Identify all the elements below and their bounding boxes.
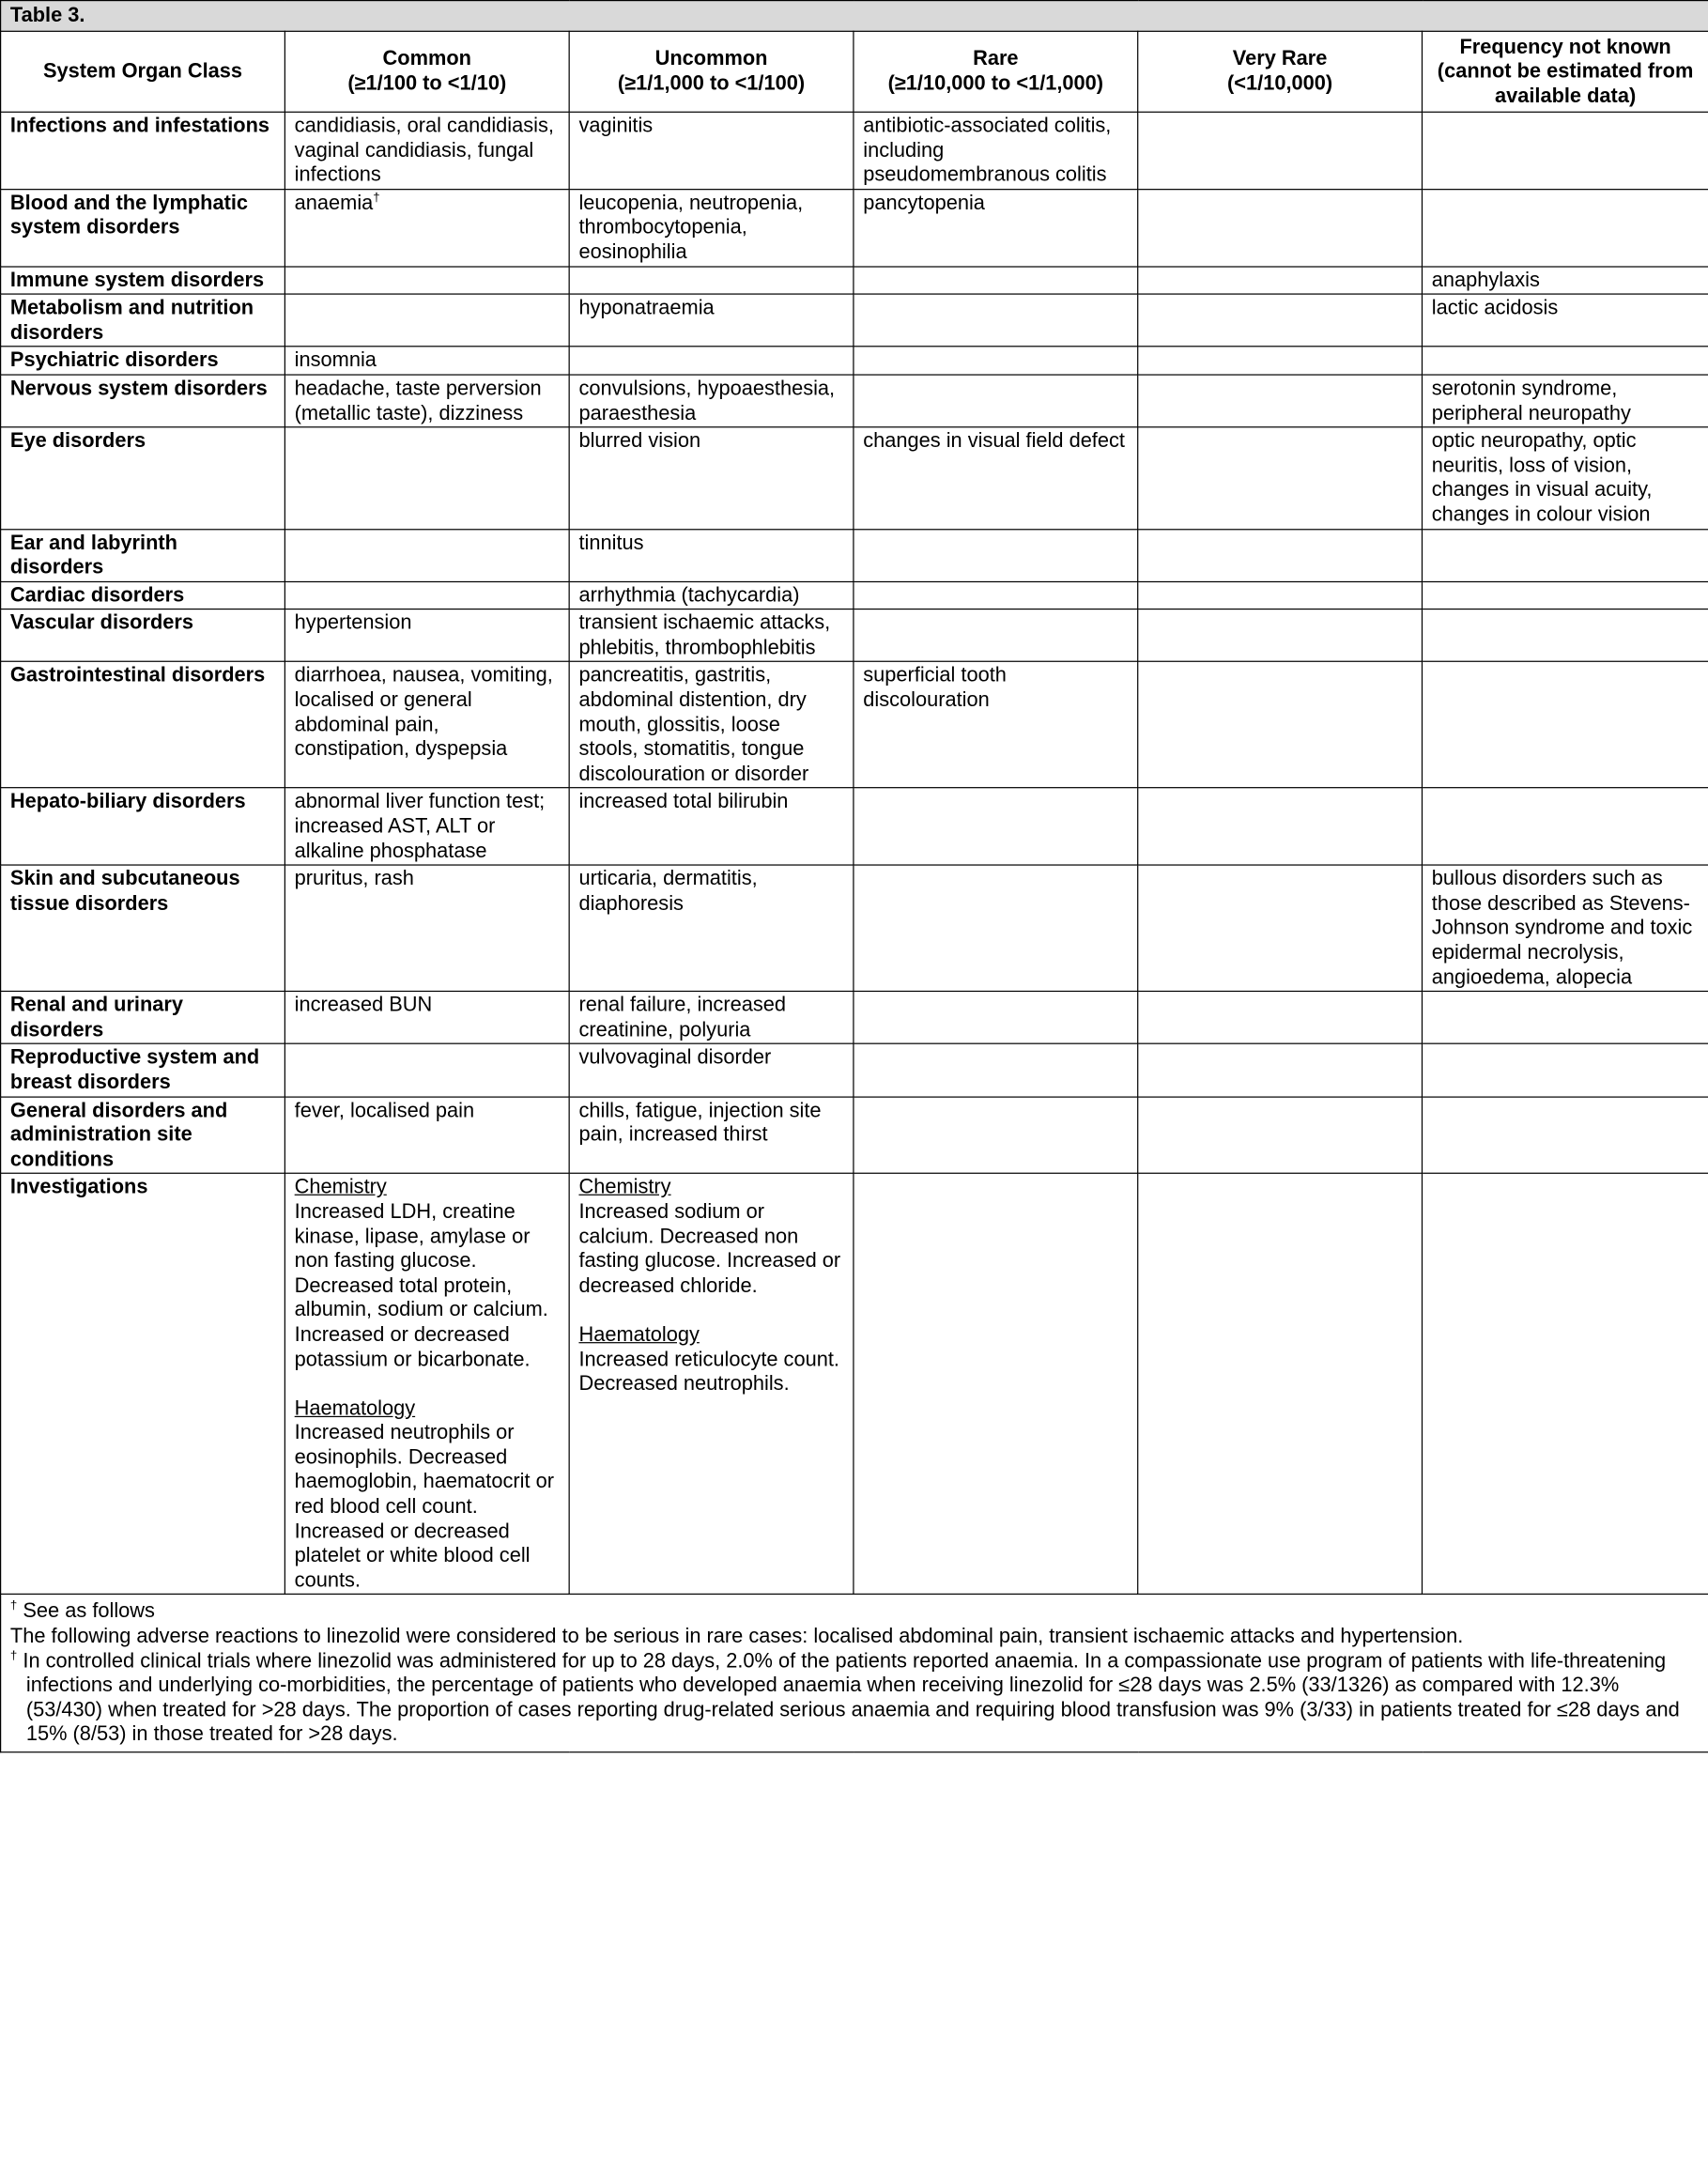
soc-cell bbox=[1, 529, 285, 581]
unknown-cell bbox=[1422, 427, 1708, 529]
investigations-unknown-cell bbox=[1422, 1174, 1708, 1595]
column-header-line: Very Rare bbox=[1232, 47, 1328, 70]
uncommon-cell bbox=[569, 375, 854, 427]
cell-text: Blood and the lymphatic system disorders bbox=[9, 191, 249, 239]
uncommon-cell bbox=[569, 529, 854, 581]
very-rare-cell bbox=[1138, 788, 1423, 865]
footnotes-row bbox=[1, 1595, 1708, 1752]
soc-cell bbox=[1, 992, 285, 1044]
column-header-line: (≥1/100 to <1/10) bbox=[347, 71, 507, 95]
very-rare-cell bbox=[1138, 581, 1423, 609]
very-rare-cell bbox=[1138, 992, 1423, 1044]
cell-text: leucopenia, neutropenia, thrombocytopenia, eosinophilia bbox=[578, 191, 804, 263]
unknown-cell bbox=[1422, 294, 1708, 347]
uncommon-cell bbox=[569, 347, 854, 375]
haematology-heading: Haematology bbox=[578, 1322, 700, 1346]
cell-text: Infections and infestations bbox=[9, 114, 270, 137]
very-rare-cell bbox=[1138, 529, 1423, 581]
soc-cell bbox=[1, 189, 285, 266]
soc-cell bbox=[1, 294, 285, 347]
unknown-cell bbox=[1422, 992, 1708, 1044]
cell-text: candidiasis, oral candidiasis, vaginal candidiasis, fungal infections bbox=[294, 114, 554, 186]
cell-text: hypertension bbox=[294, 610, 412, 634]
rare-cell bbox=[854, 992, 1138, 1044]
common-cell bbox=[285, 347, 569, 375]
table-row bbox=[1, 266, 1708, 294]
rare-cell bbox=[854, 662, 1138, 788]
cell-text: hyponatraemia bbox=[578, 296, 715, 319]
footnote-anaemia bbox=[10, 1649, 1700, 1748]
cell-text: transient ischaemic attacks, phlebitis, thrombophlebitis bbox=[578, 610, 831, 659]
table-row bbox=[1, 1044, 1708, 1097]
unknown-cell bbox=[1422, 112, 1708, 189]
cell-text: changes in visual field defect bbox=[863, 428, 1125, 452]
cell-text: pancytopenia bbox=[863, 191, 985, 214]
uncommon-cell bbox=[569, 294, 854, 347]
dagger-mark: † bbox=[373, 191, 380, 205]
unknown-cell bbox=[1422, 609, 1708, 662]
table-row bbox=[1, 581, 1708, 609]
table-row bbox=[1, 347, 1708, 375]
cell-text: vulvovaginal disorder bbox=[578, 1045, 772, 1069]
cell-text: Immune system disorders bbox=[9, 268, 265, 291]
table-row bbox=[1, 112, 1708, 189]
soc-cell bbox=[1, 347, 285, 375]
cell-text: headache, taste perversion (metallic taste), dizziness bbox=[294, 376, 542, 424]
cell-text: tinnitus bbox=[578, 530, 644, 554]
cell-text: abnormal liver function test; increased AST, ALT or alkaline phosphatase bbox=[294, 790, 546, 862]
common-cell bbox=[285, 609, 569, 662]
soc-cell bbox=[1, 266, 285, 294]
unknown-cell bbox=[1422, 347, 1708, 375]
cell-text: urticaria, dermatitis, diaphoresis bbox=[578, 867, 758, 915]
soc-cell bbox=[1, 1044, 285, 1097]
cell-text: Hepato-biliary disorders bbox=[9, 790, 246, 813]
rare-cell bbox=[854, 347, 1138, 375]
common-cell bbox=[285, 865, 569, 991]
column-header-line: (cannot be estimated from bbox=[1437, 59, 1694, 83]
cell-text: serotonin syndrome, peripheral neuropathy bbox=[1431, 376, 1631, 424]
column-header-line: (≥1/1,000 to <1/100) bbox=[617, 71, 806, 95]
table-row bbox=[1, 375, 1708, 427]
very-rare-cell bbox=[1138, 347, 1423, 375]
unknown-cell bbox=[1422, 1097, 1708, 1174]
cell-text: vaginitis bbox=[578, 114, 654, 137]
table-row bbox=[1, 788, 1708, 865]
column-header-line: Rare bbox=[973, 47, 1019, 70]
common-cell bbox=[285, 266, 569, 294]
cell-text: pruritus, rash bbox=[294, 867, 414, 890]
cell-text: superficial tooth discolouration bbox=[863, 663, 1007, 712]
column-header bbox=[569, 31, 854, 112]
table-row bbox=[1, 1097, 1708, 1174]
cell-text: Vascular disorders bbox=[9, 610, 194, 634]
table-body bbox=[1, 112, 1708, 1173]
column-header-line: Common bbox=[382, 47, 472, 70]
common-cell bbox=[285, 788, 569, 865]
cell-text: Metabolism and nutrition disorders bbox=[9, 296, 254, 344]
haematology-text: Increased neutrophils or eosinophils. Decreased haemoglobin, haematocrit or red blood cell count. Increased or decreased platelet or white blood cell counts. bbox=[294, 1421, 554, 1592]
uncommon-cell bbox=[569, 992, 854, 1044]
table-row bbox=[1, 662, 1708, 788]
common-cell bbox=[285, 581, 569, 609]
very-rare-cell bbox=[1138, 294, 1423, 347]
unknown-cell bbox=[1422, 1044, 1708, 1097]
cell-text: Psychiatric disorders bbox=[9, 348, 219, 372]
cell-text: Gastrointestinal disorders bbox=[9, 663, 266, 687]
rare-cell bbox=[854, 1044, 1138, 1097]
footnote-text: In controlled clinical trials where linezolid was administered for up to 28 days, 2.0% of the patients reported anaemia. In a compassionate use program of patients with life-threatening infections and underlying co-morbidities, the percentage of patients who developed anaemia when receiving linezolid for ≤28 days was 2.5% (33/1326) as compared with 12.3% (53/430) when treated for >28 days. The proportion of cases reporting drug-related serious anaemia and requiring blood transfusion was 9% (3/33) in patients treated for ≤28 days and 15% (8/53) in those treated for >28 days. bbox=[23, 1648, 1680, 1746]
common-cell bbox=[285, 1044, 569, 1097]
uncommon-cell bbox=[569, 1097, 854, 1174]
investigations-rare-cell bbox=[854, 1174, 1138, 1595]
cell-text: pancreatitis, gastritis, abdominal distention, dry mouth, glossitis, loose stools, stomatitis, tongue discolouration or disorder bbox=[578, 663, 809, 785]
common-cell bbox=[285, 375, 569, 427]
cell-text: diarrhoea, nausea, vomiting, localised or general abdominal pain, constipation, dyspepsia bbox=[294, 663, 553, 761]
soc-cell bbox=[1, 581, 285, 609]
chemistry-text: Increased LDH, creatine kinase, lipase, amylase or non fasting glucose. Decreased total protein, albumin, sodium or calcium. Increased or decreased potassium or bicarbonate. bbox=[294, 1199, 548, 1370]
cell-text: General disorders and administration site conditions bbox=[9, 1098, 228, 1170]
column-header-line: Frequency not known bbox=[1459, 35, 1671, 58]
common-cell bbox=[285, 189, 569, 266]
rare-cell bbox=[854, 788, 1138, 865]
soc-cell bbox=[1, 427, 285, 529]
column-header-line: System Organ Class bbox=[42, 59, 243, 83]
rare-cell bbox=[854, 581, 1138, 609]
soc-cell bbox=[1, 865, 285, 991]
unknown-cell bbox=[1422, 375, 1708, 427]
rare-cell bbox=[854, 375, 1138, 427]
cell-text: Eye disorders bbox=[9, 428, 146, 452]
cell-text: Ear and labyrinth disorders bbox=[9, 530, 177, 579]
very-rare-cell bbox=[1138, 266, 1423, 294]
soc-cell bbox=[1, 112, 285, 189]
investigations-uncommon-cell bbox=[569, 1174, 854, 1595]
common-cell bbox=[285, 427, 569, 529]
cell-text: lactic acidosis bbox=[1431, 296, 1559, 319]
cell-text: Cardiac disorders bbox=[9, 582, 185, 607]
unknown-cell bbox=[1422, 189, 1708, 266]
uncommon-cell bbox=[569, 1044, 854, 1097]
very-rare-cell bbox=[1138, 375, 1423, 427]
cell-text: insomnia bbox=[294, 348, 377, 372]
uncommon-cell bbox=[569, 865, 854, 991]
unknown-cell bbox=[1422, 266, 1708, 294]
table-header-row bbox=[1, 31, 1708, 112]
uncommon-cell bbox=[569, 662, 854, 788]
unknown-cell bbox=[1422, 581, 1708, 609]
common-cell bbox=[285, 992, 569, 1044]
very-rare-cell bbox=[1138, 865, 1423, 991]
rare-cell bbox=[854, 865, 1138, 991]
cell-text: anaemia bbox=[294, 191, 374, 214]
footnote-serious: The following adverse reactions to linezolid were considered to be serious in rare cases: localised abdominal pain, transient ischaemic attacks and hypertension. bbox=[9, 1624, 1464, 1647]
table-row bbox=[1, 189, 1708, 266]
column-header bbox=[854, 31, 1138, 112]
rare-cell bbox=[854, 112, 1138, 189]
soc-cell bbox=[1, 662, 285, 788]
common-cell bbox=[285, 529, 569, 581]
common-cell bbox=[285, 112, 569, 189]
very-rare-cell bbox=[1138, 609, 1423, 662]
uncommon-cell bbox=[569, 189, 854, 266]
very-rare-cell bbox=[1138, 427, 1423, 529]
rare-cell bbox=[854, 189, 1138, 266]
cell-text: Skin and subcutaneous tissue disorders bbox=[9, 867, 240, 915]
column-header-line: Uncommon bbox=[654, 47, 768, 70]
column-header bbox=[1, 31, 285, 112]
table-title: Table 3. bbox=[1, 1, 1708, 32]
unknown-cell bbox=[1422, 865, 1708, 991]
rare-cell bbox=[854, 427, 1138, 529]
table-title-row bbox=[1, 1, 1708, 32]
very-rare-cell bbox=[1138, 1097, 1423, 1174]
footnote-text: See as follows bbox=[23, 1599, 155, 1623]
cell-text: chills, fatigue, injection site pain, increased thirst bbox=[578, 1098, 822, 1146]
column-header bbox=[1138, 31, 1423, 112]
very-rare-cell bbox=[1138, 189, 1423, 266]
cell-text: Renal and urinary disorders bbox=[9, 993, 184, 1041]
footnotes-cell bbox=[1, 1595, 1708, 1752]
very-rare-cell bbox=[1138, 662, 1423, 788]
common-cell bbox=[285, 1097, 569, 1174]
column-header-line: (≥1/10,000 to <1/1,000) bbox=[887, 71, 1104, 95]
soc-cell: Investigations bbox=[1, 1174, 285, 1595]
dagger-mark: † bbox=[9, 1648, 18, 1663]
chemistry-heading: Chemistry bbox=[294, 1175, 387, 1198]
soc-cell bbox=[1, 1097, 285, 1174]
cell-text: fever, localised pain bbox=[294, 1098, 475, 1121]
uncommon-cell bbox=[569, 581, 854, 609]
cell-text: increased total bilirubin bbox=[578, 790, 789, 813]
investigations-very-rare-cell bbox=[1138, 1174, 1423, 1595]
soc-cell bbox=[1, 609, 285, 662]
soc-cell bbox=[1, 788, 285, 865]
haematology-heading: Haematology bbox=[294, 1396, 416, 1420]
uncommon-cell bbox=[569, 112, 854, 189]
cell-text: increased BUN bbox=[294, 993, 433, 1016]
rare-cell bbox=[854, 529, 1138, 581]
haematology-text: Increased reticulocyte count. Decreased neutrophils. bbox=[578, 1347, 839, 1395]
rare-cell bbox=[854, 609, 1138, 662]
table-row bbox=[1, 992, 1708, 1044]
cell-text: convulsions, hypoaesthesia, paraesthesia bbox=[578, 376, 836, 424]
column-header bbox=[285, 31, 569, 112]
unknown-cell bbox=[1422, 662, 1708, 788]
common-cell bbox=[285, 294, 569, 347]
cell-text: antibiotic-associated colitis, including pseudomembranous colitis bbox=[863, 114, 1112, 186]
rare-cell bbox=[854, 294, 1138, 347]
table-row bbox=[1, 529, 1708, 581]
cell-text: renal failure, increased creatinine, polyuria bbox=[578, 993, 787, 1041]
chemistry-text: Increased sodium or calcium. Decreased non fasting glucose. Increased or decreased chloride. bbox=[578, 1199, 841, 1297]
uncommon-cell bbox=[569, 788, 854, 865]
table-row bbox=[1, 865, 1708, 991]
rare-cell bbox=[854, 266, 1138, 294]
table-row bbox=[1, 294, 1708, 347]
investigations-common-cell bbox=[285, 1174, 569, 1595]
uncommon-cell bbox=[569, 427, 854, 529]
cell-text: bullous disorders such as those described as Stevens-Johnson syndrome and toxic epidermal necrolysis, angioedema, alopecia bbox=[1431, 867, 1693, 988]
very-rare-cell bbox=[1138, 1044, 1423, 1097]
uncommon-cell bbox=[569, 266, 854, 294]
cell-text: blurred vision bbox=[578, 428, 701, 452]
dagger-mark: † bbox=[9, 1599, 18, 1613]
chemistry-heading: Chemistry bbox=[578, 1175, 671, 1198]
unknown-cell bbox=[1422, 788, 1708, 865]
column-header-line: available data) bbox=[1494, 84, 1637, 107]
cell-text: arrhythmia (tachycardia) bbox=[578, 582, 800, 607]
column-header bbox=[1422, 31, 1708, 112]
unknown-cell bbox=[1422, 529, 1708, 581]
cell-text: anaphylaxis bbox=[1431, 268, 1540, 291]
rare-cell bbox=[854, 1097, 1138, 1174]
cell-text: Reproductive system and breast disorders bbox=[9, 1045, 260, 1093]
table-row-investigations bbox=[1, 1174, 1708, 1595]
column-header-line: (<1/10,000) bbox=[1227, 71, 1333, 95]
very-rare-cell bbox=[1138, 112, 1423, 189]
cell-text: Nervous system disorders bbox=[9, 376, 268, 400]
table-row bbox=[1, 609, 1708, 662]
table-row bbox=[1, 427, 1708, 529]
footnote-see-as-follows bbox=[10, 1599, 1700, 1624]
common-cell bbox=[285, 662, 569, 788]
soc-cell bbox=[1, 375, 285, 427]
cell-text: optic neuropathy, optic neuritis, loss of vision, changes in visual acuity, changes in colour vision bbox=[1431, 428, 1653, 526]
uncommon-cell bbox=[569, 609, 854, 662]
